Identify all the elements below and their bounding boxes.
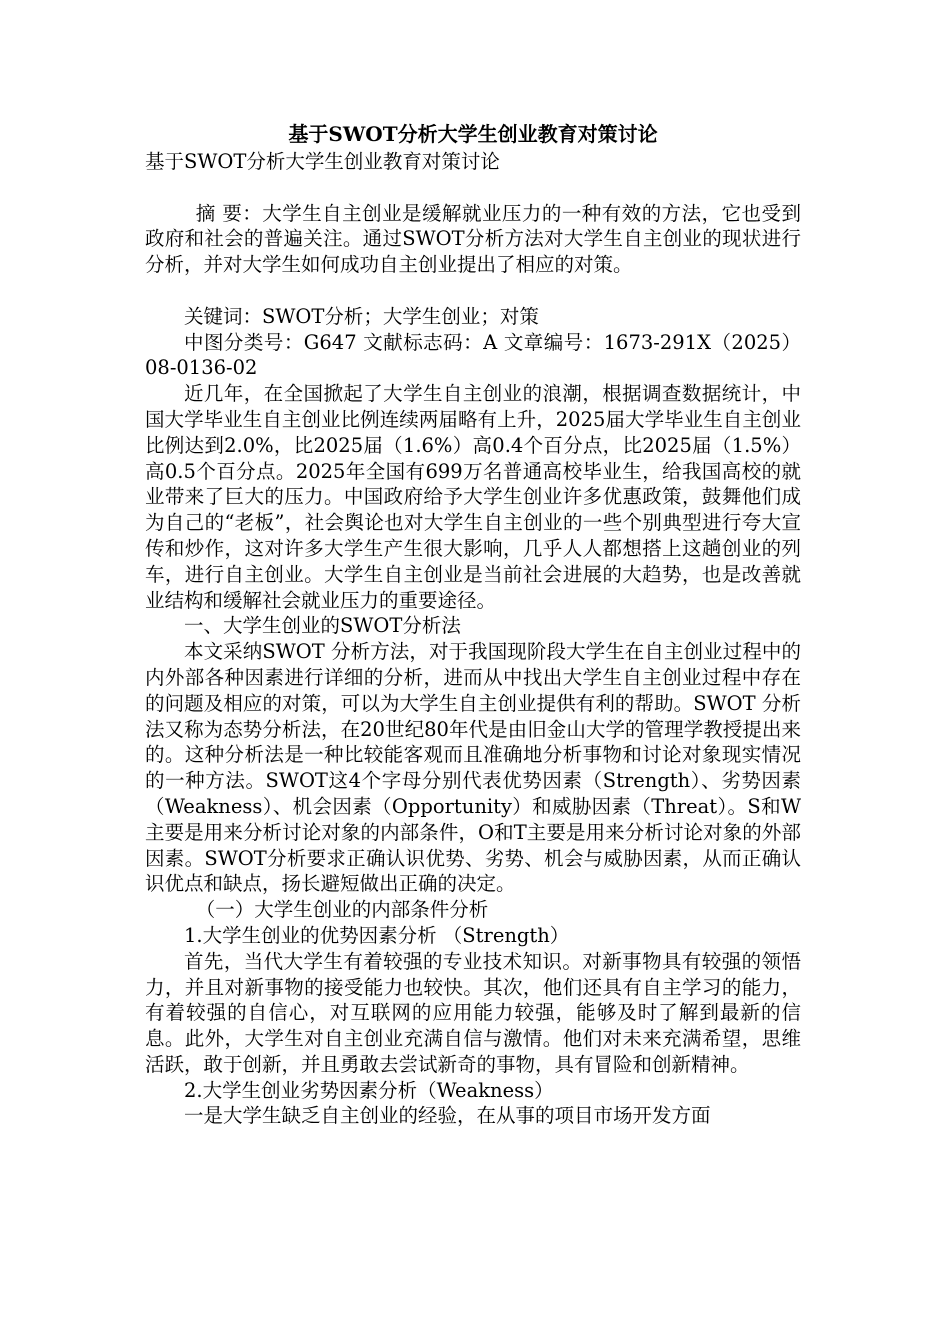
blank-line bbox=[145, 278, 801, 304]
paragraph-swot-method: 本文采纳SWOT 分析方法，对于我国现阶段大学生在自主创业过程中的内外部各种因素进行详细的分析，进而从中找出大学生自主创业过程中存在的问题及相应的对策，可以为大学生自主创业提供有利的帮助。SWOT 分析法又称为态势分析法，在20世纪80年代是由旧金山大学的管理学教授提出来的。这种分析法是一种比较能客观而且准确地分析事物和讨论对象现实情况的一种方法。SWOT这4个字母分别代表优势因素（Strength）、劣势因素（Weakness）、机会因素（Opportunity）和威胁因素（Threat）。S和W主要是用来分析讨论对象的内部条件，O和T主要是用来分析讨论对象的外部因素。SWOT分析要求正确认识优势、劣势、机会与威胁因素，从而正确认识优点和缺点，扬长避短做出正确的决定。 bbox=[145, 640, 801, 896]
document-subtitle: 基于SWOT分析大学生创业教育对策讨论 bbox=[145, 150, 500, 173]
blank-line bbox=[145, 175, 801, 201]
document-body bbox=[145, 119, 801, 1129]
section-heading-1: 一、大学生创业的SWOT分析法 bbox=[184, 614, 461, 638]
document-title: 基于SWOT分析大学生创业教育对策讨论 bbox=[288, 122, 658, 146]
heading-strength: 1.大学生创业的优势因素分析 （Strength） bbox=[184, 923, 570, 947]
heading-weakness: 2.大学生创业劣势因素分析（Weakness） bbox=[184, 1078, 554, 1102]
keywords: 关键词：SWOT分析；大学生创业；对策 bbox=[184, 304, 539, 328]
paragraph-strength: 首先，当代大学生有着较强的专业技术知识。对新事物具有较强的领悟力，并且对新事物的接受能力也较快。其次，他们还具有自主学习的能力，有着较强的自信心，对互联网的应用能力较强，能够及时了解到最新的信息。此外，大学生对自主创业充满自信与激情。他们对未来充满希望，思维活跃，敢于创新，并且勇敢去尝试新奇的事物，具有冒险和创新精神。 bbox=[145, 949, 801, 1076]
paragraph-weakness: 一是大学生缺乏自主创业的经验，在从事的项目市场开发方面 bbox=[184, 1104, 711, 1128]
abstract: 摘 要：大学生自主创业是缓解就业压力的一种有效的方法，它也受到政府和社会的普遍关注。通过SWOT分析方法对大学生自主创业的现状进行分析，并对大学生如何成功自主创业提出了相应的对策。 bbox=[145, 201, 801, 277]
subsection-heading-internal: （一）大学生创业的内部条件分析 bbox=[195, 898, 489, 922]
paragraph-intro: 近几年，在全国掀起了大学生自主创业的浪潮，根据调查数据统计，中国大学毕业生自主创业比例连续两届略有上升，2025届大学毕业生自主创业比例达到2.0%，比2025届（1.6%）高0.4个百分点，比2025届（1.5%）高0.5个百分点。2025年全国有699万名普通高校毕业生，给我国高校的就业带来了巨大的压力。中国政府给予大学生创业许多优惠政策，鼓舞他们成为自己的“老板”，社会舆论也对大学生自主创业的一些个别典型进行夸大宣传和炒作，这对许多大学生产生很大影响，几乎人人都想搭上这趟创业的列车，进行自主创业。大学生自主创业是当前社会进展的大趋势，也是改善就业结构和缓解社会就业压力的重要途径。 bbox=[145, 382, 801, 612]
classification-info: 中图分类号：G647 文献标志码：A 文章编号：1673-291X（2025）08-0136-02 bbox=[145, 330, 802, 380]
